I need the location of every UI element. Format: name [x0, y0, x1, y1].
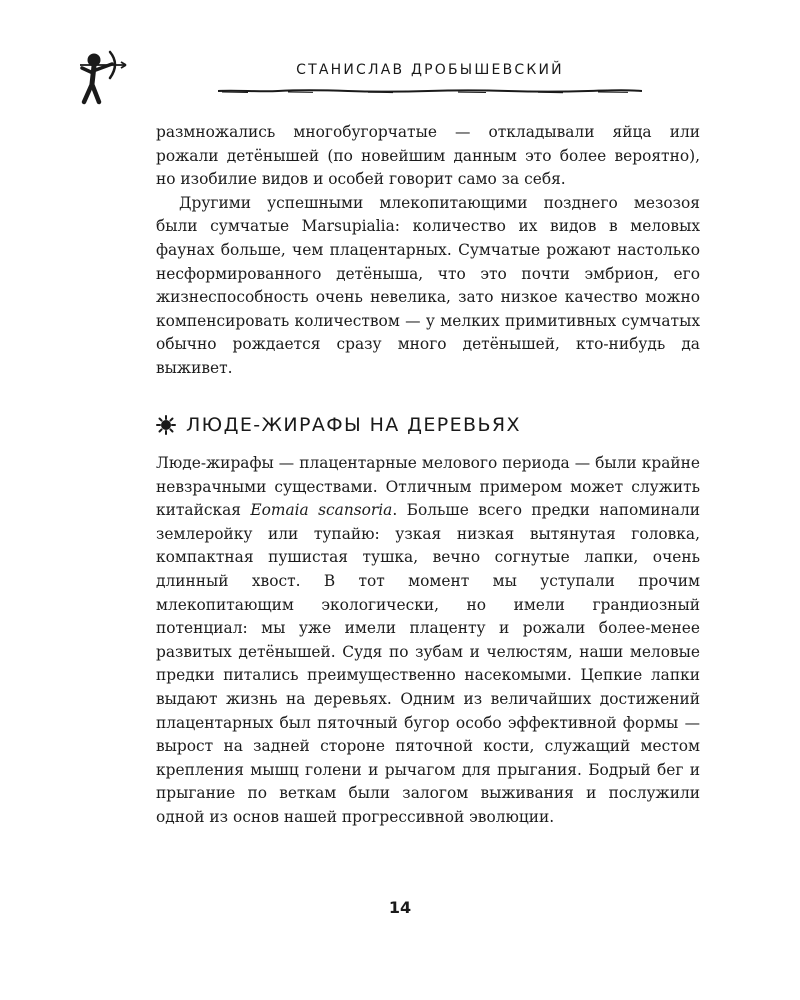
header-divider: [218, 86, 642, 96]
page-number: 14: [388, 898, 412, 917]
paragraph: размножались многобугорчатые — откладывали яйца или рожали детёнышей (по новейшим данным это более вероятно), но изобилие видов и особей говорит само за себя.: [156, 123, 700, 189]
section-title: ЛЮДЕ-ЖИРАФЫ НА ДЕРЕВЬЯХ: [186, 414, 521, 436]
species-name: Eomaia scansoria: [250, 501, 393, 520]
archer-figure-icon: [72, 46, 128, 106]
section-heading: [156, 410, 700, 440]
paragraph: Другими успешными млекопитающими позднего мезозоя были сумчатые Marsupialia: количество их видов в меловых фаунах больше, чем плацентарных. Сумчатые рожают настолько несформированного детёныша, что это почти эмбрион, его жизнеспособность очень невелика, зато низкое качество можно компенсировать количеством — у мелких примитивных сумчатых обычно рождается сразу много детёнышей, кто-нибудь да выживет.: [156, 193, 700, 377]
text-block-intro: [156, 121, 700, 381]
text-block-section: [156, 452, 700, 830]
paragraph-text: Люде-жирафы — плацентарные мелового периода — были крайне невзрачными существами. Отличным примером может служить китайская: [156, 454, 700, 520]
paragraph-text: . Больше всего предки напоминали землеройку или тупайю: узкая низкая вытянутая головка, компактная пушистая тушка, вечно согнутые лапки, очень длинный хвост. В тот момент мы уступали прочим млекопитающим экологически, но имели грандиозный потенциал: мы уже имели плаценту и рожали более-менее развитых детёнышей. Судя по зубам и челюстям, наши меловые предки питались преимущественно насекомыми. Цепкие лапки выдают жизнь на деревьях. Одним из величайших достижений плацентарных был пяточный бугор особо эффективной формы — вырост на задней стороне пяточной кости, служащий местом крепления мышц голени и рычагом для прыгания. Бодрый бег и прыгание по веткам были залогом выживания и послужили одной из основ нашей прогрессивной эволюции.: [156, 501, 700, 826]
running-header-author: СТАНИСЛАВ ДРОБЫШЕВСКИЙ: [296, 62, 564, 78]
paragraph: [156, 452, 700, 830]
sun-burst-icon: [156, 415, 176, 435]
